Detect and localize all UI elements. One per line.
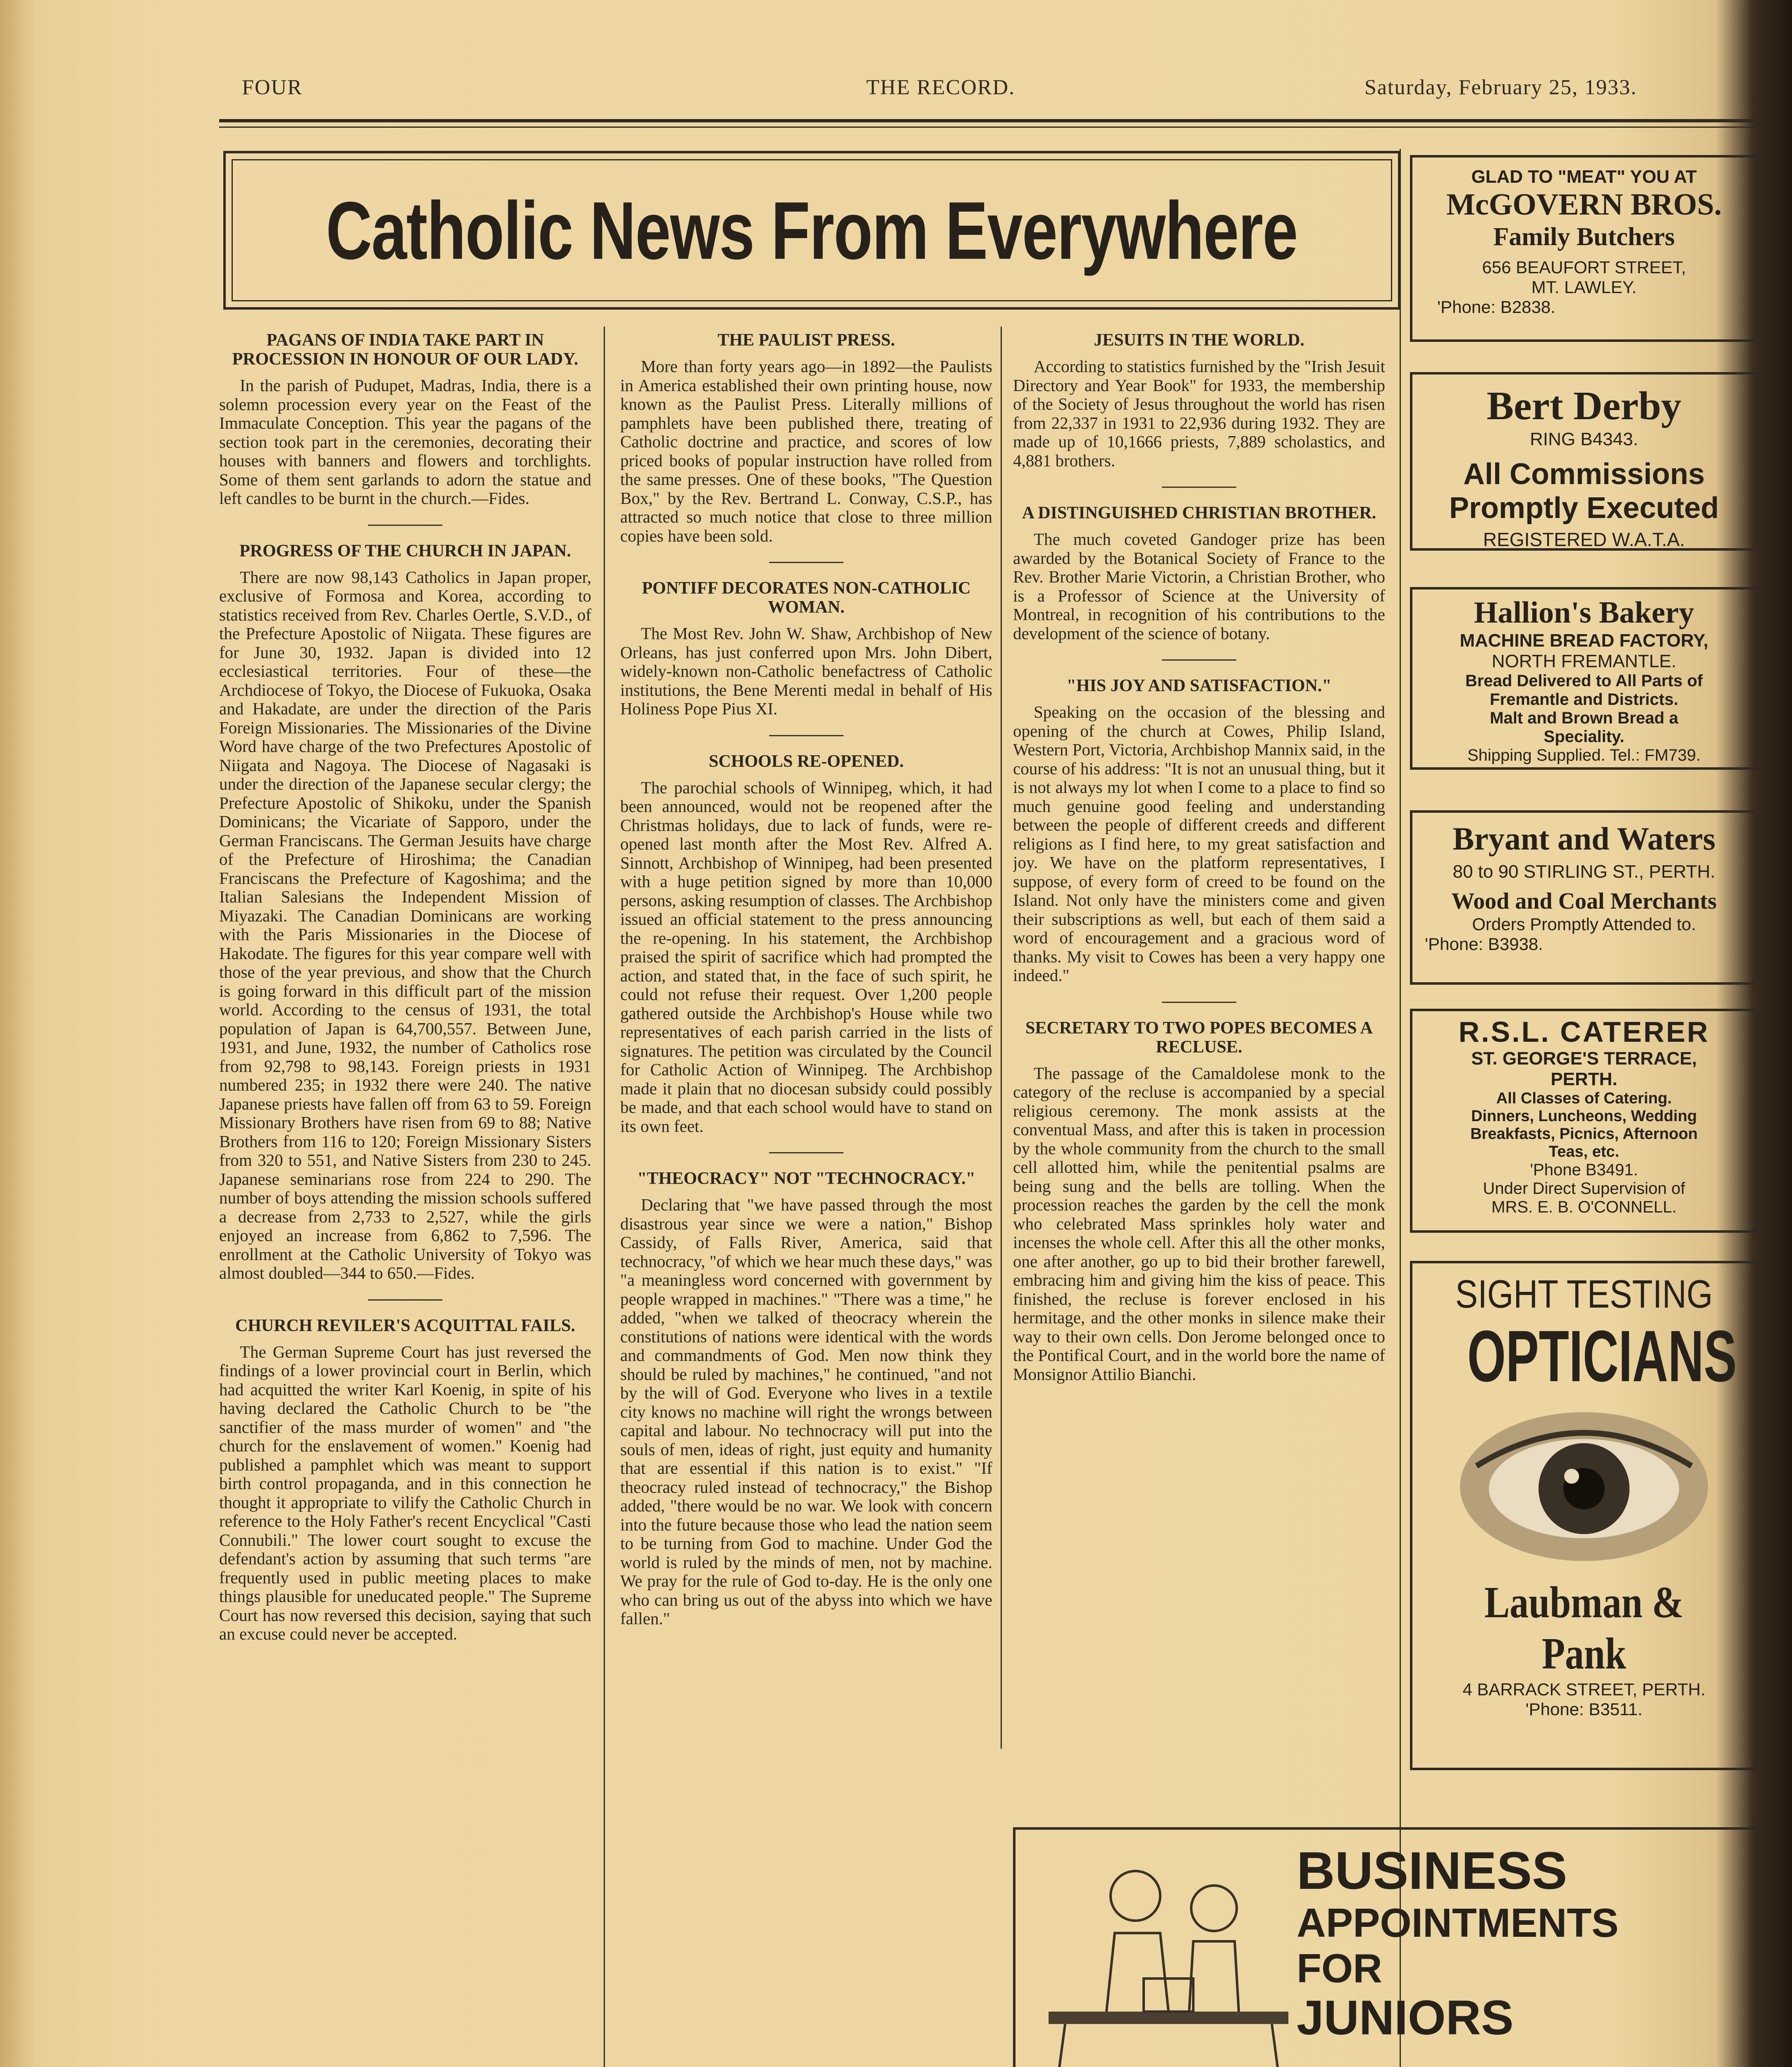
ad-line: Promptly Executed — [1449, 492, 1719, 525]
column-2 — [620, 331, 992, 2067]
issue-date: Saturday, February 25, 1933. — [1364, 76, 1637, 99]
ad-rsl-caterer — [1410, 1009, 1758, 1233]
divider — [769, 735, 843, 736]
masthead-title: Catholic News From Everywhere — [326, 184, 1298, 276]
ad-line: ST. GEORGE'S TERRACE, — [1471, 1048, 1697, 1069]
ad-line: Breakfasts, Picnics, Afternoon — [1470, 1125, 1698, 1143]
column-rule — [604, 327, 605, 2067]
headline: CHURCH REVILER'S ACQUITTAL FAILS. — [235, 1316, 576, 1335]
ad-line: Bread Delivered to All Parts of — [1465, 672, 1703, 690]
ad-line: Family Butchers — [1493, 223, 1675, 251]
ad-line: 'Phone: B3511. — [1525, 1699, 1643, 1719]
ad-line: Fremantle and Districts. — [1490, 690, 1678, 709]
ad-line: MT. LAWLEY. — [1531, 277, 1637, 297]
headline: SCHOOLS RE-OPENED. — [709, 752, 904, 771]
column-1 — [219, 331, 591, 2067]
article-body: According to statistics furnished by the "Irish Jesuit Directory and Year Book" for 1933, the membership of the Society of Jesus throughout the world has risen from 22,337 in 1931 to 22,936 during 1932. They are made up of 10,1666 priests, 7,889 scholastics, and 4,881 brothers. — [1013, 357, 1385, 470]
ad-line: Bryant and Waters — [1453, 821, 1716, 857]
ad-city-commercial-college — [1013, 1827, 1758, 2067]
headline: PROGRESS OF THE CHURCH IN JAPAN. — [239, 541, 571, 561]
article-body: The German Supreme Court has just reversed the findings of a lower provincial court in Berlin, which had acquitted the writer Karl Koenig, in spite of his having declared the Catholic Church to be "the sanctifier of the mass murder of women" and "the church for the enslavement of women." Koenig had published a pamphlet which was meant to support birth control propaganda, and in this connection he thought it appropriate to vilify the Catholic Church in reference to the Holy Father's recent Encyclical "Casti Connubili." The lower court sought to excuse the defendant's action by assuming that such terms "are frequently used in public meeting places to make things plausible for uneducated people." The Supreme Court has now reversed this decision, saying that such an excuse could never be accepted. — [219, 1342, 591, 1643]
article-body: The much coveted Gandoger prize has been awarded by the Botanical Society of France to the Rev. Brother Marie Victorin, a Christian Brother, who is a Professor of Science at the University of Montreal, in recognition of his contributions to the development of the science of botany. — [1013, 530, 1385, 643]
eye-illustration-icon — [1452, 1404, 1716, 1569]
ad-line: 4 BARRACK STREET, PERTH. — [1462, 1680, 1706, 1699]
ad-heading: APPOINTMENTS — [1297, 1900, 1619, 1945]
ad-line: Dinners, Luncheons, Wedding — [1471, 1107, 1697, 1125]
divider — [1162, 659, 1236, 661]
ad-line: 'Phone B3491. — [1530, 1161, 1638, 1179]
headline: "HIS JOY AND SATISFACTION." — [1066, 676, 1332, 695]
column-3 — [1013, 331, 1385, 1753]
ad-line: 80 to 90 STIRLING ST., PERTH. — [1453, 862, 1716, 882]
ad-line: Teas, etc. — [1548, 1143, 1620, 1160]
headline: PONTIFF DECORATES NON-CATHOLIC WOMAN. — [642, 579, 971, 617]
ad-line: Hallion's Bakery — [1474, 596, 1694, 630]
ad-line: NORTH FREMANTLE. — [1491, 651, 1677, 671]
ad-mcgovern — [1410, 155, 1758, 342]
article-body: In the parish of Pudupet, Madras, India, there is a solemn procession every year on the Feast of the Immaculate Conception. This year the pagans of the section took part in the ceremonies, decorating their houses with banners and flowers and torchlights. Some of them sent garlands to adorn the statue and left candles to be burnt in the church.—Fides. — [219, 376, 591, 508]
paper-name: THE RECORD. — [866, 76, 1015, 99]
ad-line: Orders Promptly Attended to. — [1472, 914, 1696, 934]
article-body: Speaking on the occasion of the blessing and opening of the church at Cowes, Philip Island, Western Port, Victoria, Archbishop Mannix said, in the course of his address: "It is not an unusual thing, but it is not always my lot when I come to a place to find so much genuine good feeling and understanding between the people of different creeds and different religions as I find here, to my great satisfaction and joy. We have on the platform representatives, I suppose, of every form of creed to be found on the Island. Not only have the ministers come and given their subscriptions as well, but each of them said a word of encouragement and a gracious word of thanks. My visit to Cowes has been a very happy one indeed." — [1013, 702, 1385, 985]
article-body: The passage of the Camaldolese monk to the category of the recluse is accompanied by a special religious ceremony. The monk assists at the conventual Mass, and after this is taken in procession by the whole community from the church to the small cell allotted him, while the penitential psalms are being sung and the bells are tolling. When the procession reaches the garden by the cell the monk who celebrated Mass sprinkles holy water and incenses the whole cell. After this all the other monks, one after another, go up to bid their brother farewell, embracing him and giving him the kiss of peace. This finished, the recluse is forever enclosed in his hermitage, and the other monks in silence make their way to their own cells. Don Jerome belonged once to the Pontifical Court, and in the world bore the name of Monsignor Attilio Bianchi. — [1013, 1063, 1385, 1384]
ad-hallion — [1410, 587, 1758, 770]
ad-heading: JUNIORS — [1297, 1991, 1514, 2045]
ad-line: SIGHT TESTING — [1455, 1272, 1713, 1316]
ad-line: All Classes of Catering. — [1496, 1090, 1672, 1107]
ad-line: REGISTERED W.A.T.A. — [1483, 529, 1685, 550]
ad-line: RING B4343. — [1530, 429, 1638, 449]
headline: THE PAULIST PRESS. — [717, 331, 895, 350]
masthead-box — [223, 151, 1400, 310]
article-body: Declaring that "we have passed through the most disastrous year since we were a nation," Bishop Cassidy, of Falls River, America, said that technocracy, "of which we hear much these days," was "a meaningless word concerned with government by people wrapped in machines." "There was a time," he added, "when we talked of theocracy wherein the constitutions of nations were identical with the words and commandments of God. Men now think they should be ruled by machines," he continued, "and not by the will of God. Everyone who lives in a textile city knows no machine will right the wrongs between capital and labour. No technocracy will put into the souls of men, ideas of right, just equity and humanity that are essential if this nation is to exist." "If theocracy ruled instead of technocracy," the Bishop added, "there would be no war. We look with concern into the future because those who lead the nation seem to be turning from God to machine. Under God the world is ruled by the minds of men, not by machine. We pray for the rule of God to-day. He is the only one who can bring us out of the abyss into which we have fallen." — [620, 1195, 992, 1628]
ad-line: MRS. E. B. O'CONNELL. — [1491, 1198, 1677, 1216]
ad-line: Shipping Supplied. Tel.: FM739. — [1467, 746, 1701, 764]
divider — [368, 525, 442, 526]
article-body: The Most Rev. John W. Shaw, Archbishop of New Orleans, has just conferred upon Mrs. John Dibert, widely-known non-Catholic benefactress of Catholic institutions, the Bene Merenti medal in behalf of His Holiness Pope Pius XI. — [620, 624, 992, 718]
ad-line: Speciality. — [1544, 728, 1625, 746]
headline: JESUITS IN THE WORLD. — [1094, 331, 1305, 350]
ad-line: Wood and Coal Merchants — [1451, 888, 1717, 914]
headline: PAGANS OF INDIA TAKE PART IN PROCESSION IN HONOUR OF OUR LADY. — [232, 331, 578, 369]
divider — [769, 1152, 843, 1153]
ad-line: All Commissions — [1463, 458, 1705, 491]
divider — [1162, 487, 1236, 488]
ad-line: McGOVERN BROS. — [1446, 188, 1722, 222]
divider — [368, 1299, 442, 1301]
ad-line: 'Phone: B2838. — [1437, 297, 1555, 317]
headline: SECRETARY TO TWO POPES BECOMES A RECLUSE. — [1025, 1018, 1373, 1057]
article-body: The parochial schools of Winnipeg, which, it had been announced, would not be reopened after the Christmas holidays, due to lack of funds, were re-opened last month after the Most Rev. Alfred A. Sinnott, Archbishop of Winnipeg, had been presented with a huge petition signed by more than 10,000 persons, asking resumption of classes. The Archbishop issued an official statement to the press announcing the re-opening. In his statement, the Archbishop praised the spirit of sacrifice which had prompted the action, and stated that, in the face of such spirit, he could not refuse their request. Over 1,200 people gathered outside the Archbishop's House while two representatives of each parish carried in the lists of signatures. The petition was circulated by the Council for Catholic Action of Winnipeg. The Archbishop made it plain that no diocesan subsidy could possibly be made, and that each school would have to stand on its own feet. — [620, 778, 992, 1136]
ad-line: 656 BEAUFORT STREET, — [1482, 258, 1686, 277]
page-number: FOUR — [242, 76, 303, 99]
ad-bryant-waters — [1410, 810, 1758, 985]
ad-laubman-pank — [1410, 1261, 1758, 1770]
article-body: There are now 98,143 Catholics in Japan proper, exclusive of Formosa and Korea, according to statistics received from Rev. Charles Oertle, S.V.D., of the Prefecture Apostolic of Niigata. These figures are for June 30, 1932. Japan is divided into 12 ecclesiastical territories. Four of these—the Archdiocese of Tokyo, the Diocese of Fukuoka, Osaka and Hakadate, are under the direction of the Paris Foreign Missionaries. The Missionaries of the Divine Word have charge of the two Prefectures Apostolic of Niigata and Nagoya. The Diocese of Nagasaki is under the direction of the Japanese secular clergy; the Prefecture Apostolic of Shikoku, under the Spanish Dominicans; the Vicariate of Sapporo, under the German Franciscans. The German Jesuits have charge of the Prefecture of Hiroshima; the Canadian Franciscans the Prefecture of Kagoshima; and the Italian Salesians the Independent Mission of Miyazaki. The Canadian Dominicans are working with the Paris Missionaries in the Diocese of Hakodate. The figures for this year compare well with those of the year previous, and show that the Church is going forward in this difficult part of the mission world. According to the census of 1931, the total population of Japan is 64,700,557. Between June, 1931, and June, 1932, the number of Catholics rose from 92,798 to 98,143. Foreign priests in 1931 numbered 235; in 1932 there were 240. The native Japanese priests have fallen off from 63 to 59. Foreign Missionary Brothers have risen from 69 to 88; Native Brothers from 116 to 120; Foreign Missionary Sisters from 320 to 551, and Native Sisters from 230 to 245. Japanese seminarians rose from 224 to 290. The number of boys attending the mission schools suffered a decrease from 2,733 to 2,527, while the girls enjoyed an increase from 6,862 to 7,596. The enrollment at the Catholic University of Tokyo was almost doubled—344 to 650.—Fides. — [219, 567, 591, 1282]
ad-line: Laubman & Pank — [1484, 1578, 1684, 1678]
column-rule — [1400, 149, 1401, 2067]
article-body: More than forty years ago—in 1892—the Paulists in America established their own printing house, now known as the Paulist Press. Literally millions of pamphlets have been published there, treating of Catholic doctrine and practice, and scores of low priced books of popular instruction have rolled from the same presses. One of these books, "The Question Box," by the Rev. Bertrand L. Conway, C.S.P., has attracted so much notice that close to three million copies have been sold. — [620, 357, 992, 545]
ad-line: R.S.L. CATERER — [1458, 1016, 1710, 1048]
headline: "THEOCRACY" NOT "TECHNOCRACY." — [637, 1169, 975, 1188]
ad-line: Malt and Brown Bread a — [1490, 709, 1678, 727]
ad-line: MACHINE BREAD FACTORY, — [1460, 630, 1708, 651]
ad-line: 'Phone: B3938. — [1425, 934, 1543, 954]
column-rule — [1001, 327, 1002, 1749]
ad-line: Bert Derby — [1486, 384, 1682, 428]
header-rule-thin — [219, 127, 1757, 128]
divider — [1162, 1002, 1236, 1003]
ad-line: OPTICIANS — [1467, 1316, 1737, 1397]
office-workers-illustration-icon — [1040, 1838, 1297, 2067]
ad-heading: BUSINESS — [1297, 1841, 1567, 1900]
headline: A DISTINGUISHED CHRISTIAN BROTHER. — [1022, 504, 1376, 523]
ad-bert-derby — [1410, 372, 1758, 551]
ad-line: PERTH. — [1551, 1069, 1618, 1089]
divider — [769, 562, 843, 563]
header-rule — [219, 119, 1757, 122]
ad-heading: FOR — [1297, 1945, 1382, 1991]
ad-line: GLAD TO "MEAT" YOU AT — [1471, 167, 1697, 187]
ad-line: Under Direct Supervision of — [1483, 1179, 1685, 1198]
